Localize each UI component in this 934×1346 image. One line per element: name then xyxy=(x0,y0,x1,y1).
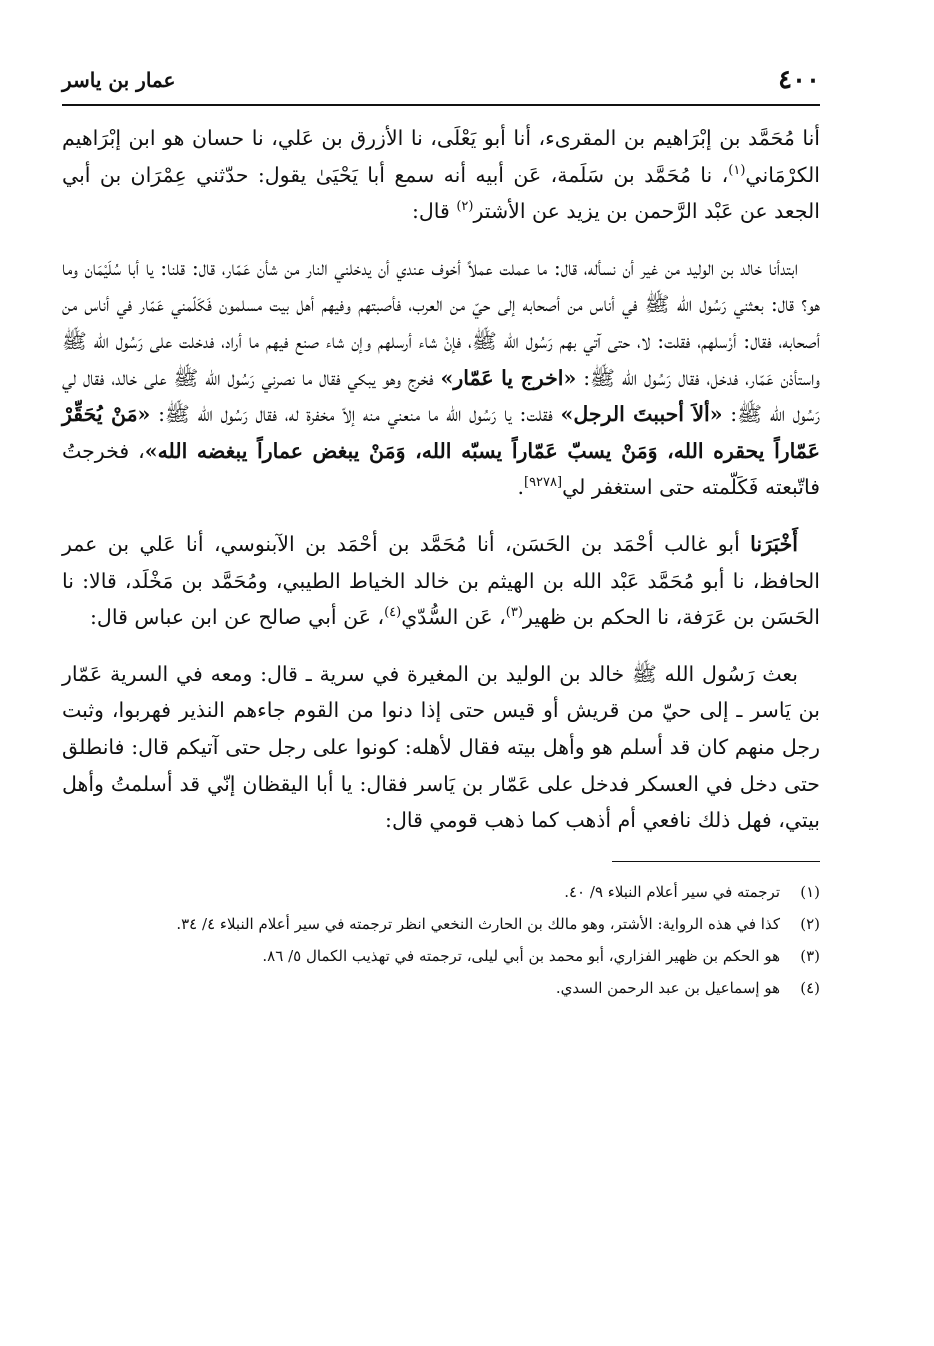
footnote-ref[interactable]: (٢) xyxy=(456,199,474,215)
footnote-ref[interactable]: (٤) xyxy=(384,605,402,621)
hadith-number: [٩٢٧٨] xyxy=(523,475,563,491)
footnote-number: (٣) xyxy=(800,946,820,965)
running-title: عمار بن ياسر xyxy=(62,68,176,92)
page-header xyxy=(62,60,820,100)
footnote-text: هو إسماعيل بن عبد الرحمن السدي. xyxy=(555,978,780,997)
footnote-number: (٢) xyxy=(800,914,820,933)
footnote-item xyxy=(62,908,820,940)
akhbarana-lead: أَخْبَرَنا xyxy=(750,531,798,556)
bold-quote: «مَنْ يُحَقِّرْ عَمّاراً يحقره الله، وَمَنْ يسبّ عَمّاراً يسبّه الله، وَمَنْ يبغض عماراً يبغضه الله» xyxy=(62,402,820,463)
footnote-text: كذا في هذه الرواية: الأشتر، وهو مالك بن الحارث النخعي انظر ترجمته في سير أعلام النبلاء ٤/ ٣٤. xyxy=(176,914,780,933)
paragraph-hadith-2: بعث رَسُول الله ﷺ خالد بن الوليد بن المغيرة في سرية ـ قال: ومعه في السرية عَمّار بن يَاسر ـ إلى حيّ من قريش أو قيس حتى إذا دنوا من القوم جاءهم النذير فهربوا، وثبت رجل منهم كان قد أسلم هو وأهل بيته فقال لأهله: كونوا على رجل حتى آتيكم قال: فانطلق حتى دخل في العسكر فدخل على عَمّار بن يَاسر فقال: يا أبا اليقظان إنّي قد أسلمتُ وأهل بيتي، فهل ذلك نافعي أم أذهب كما ذهب قومي قال: xyxy=(62,661,820,833)
bold-quote: «اخرج يا عَمّار» xyxy=(440,365,577,390)
footnote-ref[interactable]: (١) xyxy=(728,162,746,178)
paragraph-isnad-1: أنا مُحَمَّد بن إبْرَاهيم بن المقرىء، أنا أبو يَعْلَى، نا الأزرق بن عَلي، نا حسان هو ابن إبْرَاهيم الكرْمَاني$^{(١)}$، نا مُحَمَّد بن سَلَمة، عَن أبيه أنه سمع أبا يَحْيَىٰ يقول: حدّثني عِمْرَان بن أبي الجعد عن عَبْد الرَّحمن بن يزيد عن الأشتر$^{(٢)}$ قال: xyxy=(62,126,820,224)
footnote-ref[interactable]: (٣) xyxy=(505,605,523,621)
footnote-separator xyxy=(612,861,820,862)
footnote-item xyxy=(62,876,820,908)
bold-quote: «ألاَ أحببتَ الرجل» xyxy=(560,402,723,427)
paragraph-hadith-1: ابتدأنا خالد بن الوليد من غير أن نسأله، قال: ما عملت عملاً أخوف عندي أن يدخلني النار من شأن عَمّار، قال: قلنا: يا أبا سُلَيْمَان وما هو؟ قال: بعثني رَسُول الله ﷺ في أناس من أصحابه إلى حيّ من العرب، فأصبتهم وفيهم أهل بيت مسلمون فَكَلّمني عَمّار في أناس من أصحابه، فقال: أرْسلهم، فقلت: لا، حتى آتي بهم رَسُول الله ﷺ، فإنْ شاء أرسلهم وإن شاء صنع فيهم ما أراد، فدخلت على رَسُول الله ﷺ واستأذن عَمّار، فدخل، فقال رَسُول الله ﷺ: «اخرج يا عَمّار» فخرج وهو يبكي فقال ما نصرني رَسُول الله ﷺ على خالد، فقال لي رَسُول الله ﷺ: «ألاَ أحببتَ الرجل» فقلت: يا رَسُول الله ما منعني منه إلاّ مخفرة له، فقال رَسُول الله ﷺ: «مَنْ يُحَقِّرْ عَمّاراً يحقره الله، وَمَنْ يسبّ عَمّاراً يسبّه الله، وَمَنْ يبغض عماراً يبغضه الله»، فخرجتُ فاتّبعته فَكَلّمته حتى استغفر لي[٩٢٧٨]. xyxy=(62,255,820,500)
footnote-text: ترجمته في سير أعلام النبلاء ٩/ ٤٠. xyxy=(564,882,780,901)
book-page xyxy=(62,60,820,1004)
footnote-number: (١) xyxy=(800,882,820,901)
footnotes xyxy=(62,876,820,1004)
page-number: ٤٠٠ xyxy=(778,65,820,95)
paragraph-isnad-2: أَخْبَرَنا أبو غالب أحْمَد بن الحَسَن، أنا مُحَمَّد بن أحْمَد بن الآبنوسي، أنا عَلي بن عمر الحافظ، نا أبو مُحَمَّد عَبْد الله بن الهيثم بن خالد الخياط الطيبي، ومُحَمَّد بن مَخْلَد، قالا: نا الحَسَن بن عَرَفة، نا الحكم بن ظهير$^{(٣)}$، عَن السُّدّي$^{(٤)}$، عَن أبي صالح عن ابن عباس قال: xyxy=(62,531,820,630)
footnote-text: هو الحكم بن ظهير الفزاري، أبو محمد بن أبي ليلى، ترجمته في تهذيب الكمال ٥/ ٨٦. xyxy=(262,946,780,965)
footnote-item xyxy=(62,972,820,1004)
footnote-item xyxy=(62,940,820,972)
header-rule xyxy=(62,104,820,106)
footnote-number: (٤) xyxy=(800,978,820,997)
